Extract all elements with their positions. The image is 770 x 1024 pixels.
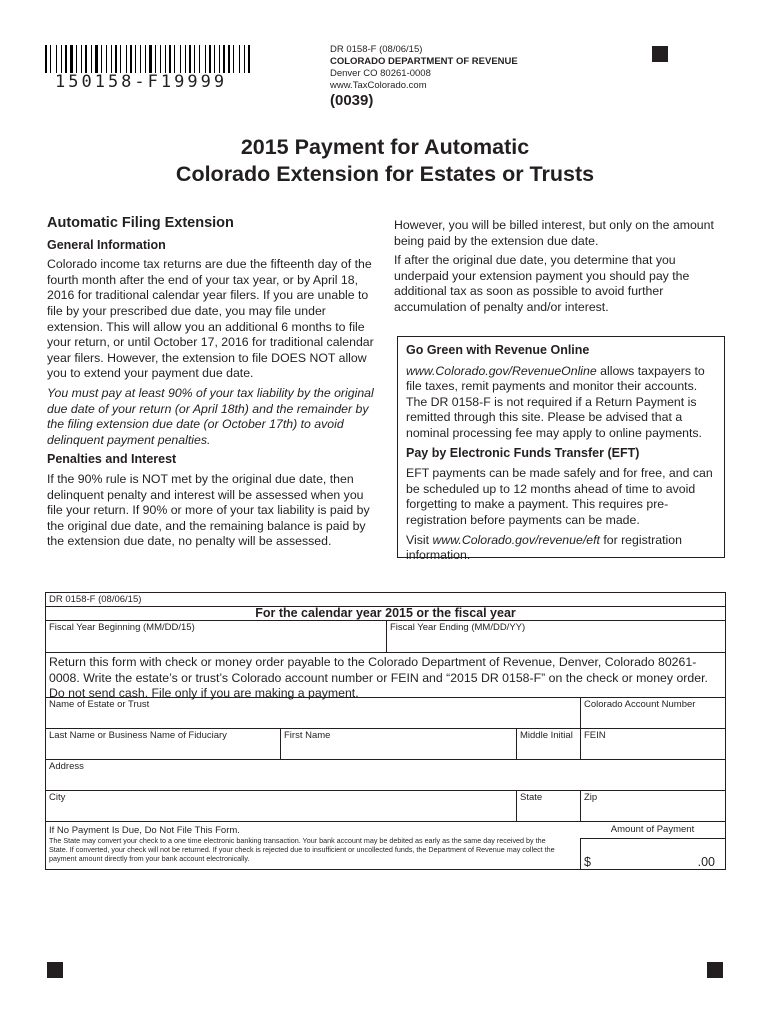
payment-voucher [45,592,726,870]
barcode-bar [130,45,132,73]
voucher-instructions: Return this form with check or money order payable to the Colorado Department of Revenue, Denver, Colorado 80261-0008. Write the estate’s or trust’s Colorado account number or FEIN and “2015 DR 0158-F” on the check or money order. Do not send cash. File only if you are making a payment. [46,652,725,698]
barcode-bar [56,45,57,73]
barcode-bar [149,45,152,73]
fiscal-year-beginning-field[interactable]: Fiscal Year Beginning (MM/DD/15) [46,620,386,652]
barcode-bar [192,45,193,73]
barcode-bar [50,45,51,73]
registration-mark [47,962,63,978]
barcode-bar [241,45,243,73]
barcode-bar [187,45,188,73]
go-green-body: allows taxpayers to file taxes, remit payments and monitor their accounts. The DR 0158-F is not required if a Return Payment is remitted through this site. Please be advised that a nominal processing fee may apply to online payments. [406,363,705,440]
barcode-bar [85,45,87,73]
title-line-2: Colorado Extension for Estates or Trusts [175,162,595,186]
title-line-1: 2015 Payment for Automatic [240,135,530,159]
state-field[interactable]: State [516,791,580,822]
barcode-bar [108,45,110,73]
barcode-bar [52,45,55,73]
barcode-bar [209,45,211,73]
penalties-heading: Penalties and Interest [47,452,177,467]
barcode-bar [147,45,148,73]
account-number-field[interactable]: Colorado Account Number [580,698,725,729]
barcode-bar [214,45,215,73]
no-payment-warning: If No Payment Is Due, Do Not File This Form. [49,825,240,836]
page-title [0,134,770,188]
barcode-bar [122,45,125,73]
eft-text: EFT payments can be made safely and for free, and can be scheduled up to 12 months ahead of time to avoid forgetting to make a payment. This requires pre-registration before payments can be made. [406,466,713,527]
barcode-bar [165,45,166,73]
barcode-bar [235,45,238,73]
registration-mark [652,46,668,62]
middle-initial-field[interactable]: Middle Initial [516,729,580,760]
no-payment-notice [46,823,566,869]
go-green-text [406,364,716,442]
barcode-bar [169,45,171,73]
barcode-bar [201,45,204,73]
barcode-number: 150158-F19999 [55,72,228,92]
registration-mark [707,962,723,978]
barcode-bar [58,45,60,73]
barcode-bar [219,45,220,73]
form-id: DR 0158-F (08/06/15) [330,44,423,55]
barcode-bar [99,45,100,73]
barcode-bar [115,45,117,73]
visit-pre: Visit [406,532,433,547]
barcode-bar [101,45,102,73]
barcode-bar [185,45,186,73]
barcode-bar [81,45,82,73]
barcode-bar [212,45,213,73]
eft-visit [406,533,716,564]
amount-of-payment-field[interactable] [580,838,725,869]
barcode-bar [226,45,227,73]
barcode-bar [162,45,164,73]
cents: .00 [697,855,715,869]
barcode-bar [167,45,168,73]
barcode-bar [142,45,144,73]
visit-post: for registration information. [406,532,682,563]
barcode-bar [63,45,64,73]
first-name-field[interactable]: First Name [280,729,516,760]
zip-field[interactable]: Zip [580,791,725,822]
revenue-online-box [397,336,725,563]
barcode-bar [65,45,67,73]
barcode-bar [103,45,105,73]
eft-link[interactable]: www.Colorado.gov/revenue/eft [432,532,600,547]
fiscal-year-ending-field[interactable]: Fiscal Year Ending (MM/DD/YY) [386,620,725,652]
barcode-bar [83,45,84,73]
barcode [45,45,255,73]
barcode-bar [126,45,127,73]
barcode-bar [174,45,175,73]
barcode-bar [70,45,73,73]
barcode-bar [91,45,92,73]
barcode-bar [199,45,200,73]
barcode-bar [176,45,179,73]
barcode-bar [95,45,98,73]
interest-paragraph: However, you will be billed interest, but only on the amount being paid by the extension due date. [394,218,714,248]
right-column [394,218,729,320]
barcode-bar [153,45,154,73]
department-name: COLORADO DEPARTMENT OF REVENUE [330,56,518,67]
amount-label: Amount of Payment [610,824,695,835]
barcode-bar [45,45,47,73]
city-field[interactable]: City [46,791,516,822]
barcode-bar [113,45,114,73]
barcode-bar [248,45,250,73]
check-conversion-notice: The State may convert your check to a one time electronic banking transaction. Your bank account may be debited as early as the same day received by the State. If converted, your check will not be returned. If your check is rejected due to insufficient or uncollected funds, the Department of Revenue may collect the payment amount directly from your bank account electronically. [49,836,555,863]
barcode-bar [155,45,156,73]
barcode-bar [182,45,184,73]
barcode-bar [207,45,208,73]
barcode-bar [157,45,159,73]
fein-field[interactable]: FEIN [580,729,725,760]
barcode-bar [68,45,69,73]
barcode-bar [239,45,240,73]
barcode-bar [48,45,49,73]
form-header [330,44,518,92]
department-address: Denver CO 80261-0008 [330,68,431,79]
barcode-bar [93,45,94,73]
barcode-bar [140,45,141,73]
barcode-bar [137,45,139,73]
go-green-heading: Go Green with Revenue Online [406,343,590,357]
barcode-bar [111,45,112,73]
barcode-bar [118,45,119,73]
address-field[interactable]: Address [46,760,725,791]
section-heading: Automatic Filing Extension [47,215,234,231]
calendar-year-heading: For the calendar year 2015 or the fiscal year [255,606,516,620]
barcode-bar [196,45,198,73]
department-website: www.TaxColorado.com [330,80,427,91]
estate-name-field[interactable]: Name of Estate or Trust [46,698,580,729]
barcode-bar [78,45,80,73]
barcode-bar [189,45,191,73]
general-info-text: Colorado income tax returns are due the fifteenth day of the fourth month after the end of your tax year, or by April 18, 2016 for traditional calendar year filers. If you are unable to file by your prescribed due date, you may file under extension. This will allow you an additional 6 months to file your return, or until October 17, 2016 for traditional calendar year filers. However, the extension to file DOES NOT allow you to extend your payment due date. [47,257,374,381]
barcode-bar [135,45,136,73]
barcode-bar [145,45,146,73]
barcode-bar [74,45,75,73]
barcode-bar [120,45,121,73]
barcode-bar [231,45,232,73]
barcode-bar [61,45,62,73]
barcode-bar [205,45,206,73]
barcode-bar [233,45,234,73]
barcode-bar [228,45,230,73]
barcode-bar [128,45,129,73]
barcode-bar [133,45,134,73]
barcode-bar [180,45,181,73]
barcode-bar [246,45,247,73]
barcode-bar [194,45,195,73]
form-code: (0039) [330,92,374,109]
barcode-bar [106,45,107,73]
penalties-text: If the 90% rule is NOT met by the original due date, then delinquent penalty and interest will be assessed when you file your return. If 90% or more of your tax liability is paid by the original due date, and the remaining balance is paid by the extension due date, no penalty will be assessed. [47,471,370,549]
general-info-italic: You must pay at least 90% of your tax liability by the original due date of your return (or April 18th) and the remainder by the filing extension due date (or October 17th) to avoid delinquent payment penalties. [47,385,374,447]
eft-heading: Pay by Electronic Funds Transfer (EFT) [406,445,640,460]
barcode-bar [160,45,161,73]
underpaid-paragraph: If after the original due date, you determine that you underpaid your extension payment you should pay the additional tax as soon as possible to avoid further accumulation of penalty and/or interest. [394,253,690,314]
barcode-bar [244,45,245,73]
left-column [47,216,382,554]
revenue-online-link[interactable]: www.Colorado.gov/RevenueOnline [406,363,597,378]
voucher-form-id: DR 0158-F (08/06/15) [46,593,725,607]
barcode-bar [172,45,173,73]
barcode-bar [221,45,222,73]
dollar-sign: $ [584,855,591,869]
barcode-bar [88,45,90,73]
barcode-bar [216,45,218,73]
general-info-heading: General Information [47,237,166,252]
barcode-bar [76,45,77,73]
fiduciary-last-name-field[interactable]: Last Name or Business Name of Fiduciary [46,729,280,760]
barcode-bar [223,45,225,73]
